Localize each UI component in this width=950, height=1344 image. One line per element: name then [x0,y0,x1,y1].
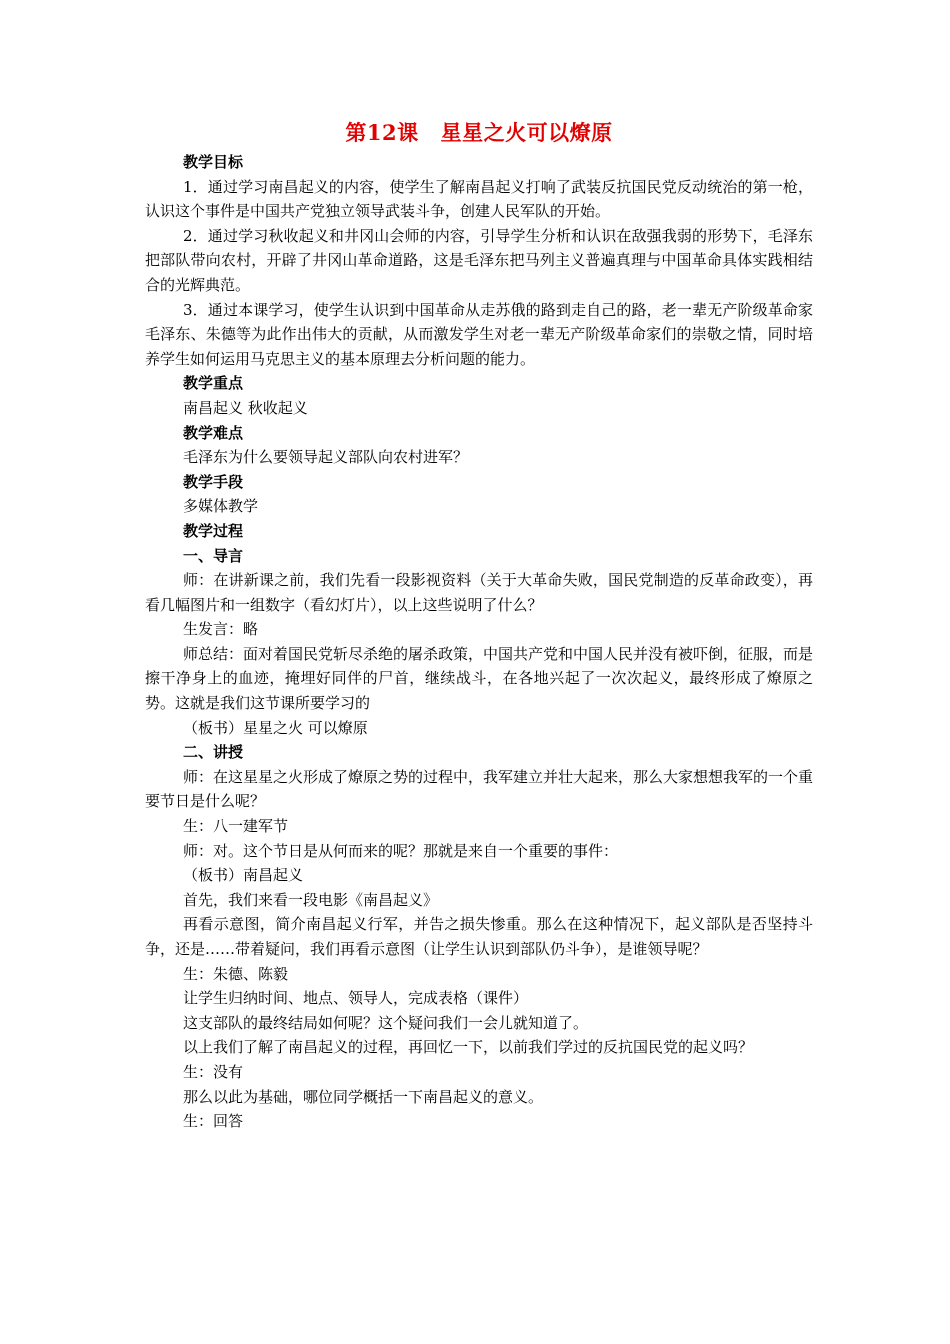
paragraph: 南昌起义 秋收起义 [183,398,308,417]
section-heading: 教学难点 [183,423,244,442]
paragraph: 再看示意图，简介南昌起义行军，并告之损失惨重。那么在这种情况下，起义部队是否坚持斗争，还是……带着疑问，我们再看示意图（让学生认识到部队仍斗争），是谁领导呢？ [145,915,813,958]
paragraph: 这支部队的最终结局如何呢？这个疑问我们一会儿就知道了。 [183,1013,589,1032]
paragraph: 2．通过学习秋收起义和井冈山会师的内容，引导学生分析和认识在敌强我弱的形势下，毛泽东把部队带向农村，开辟了井冈山革命道路，这是毛泽东把马列主义普遍真理与中国革命具体实践相结合的光辉典范。 [145,226,813,294]
paragraph: 生：八一建军节 [183,817,289,836]
paragraph: 生：没有 [183,1062,244,1081]
paragraph: 毛泽东为什么要领导起义部队向农村进军？ [183,448,469,467]
paragraph: 师：对。这个节日是从何而来的呢？那就是来自一个重要的事件： [183,841,619,860]
lesson-body [145,150,813,1134]
paragraph: 师：在这星星之火形成了燎原之势的过程中，我军建立并壮大起来，那么大家想想我军的一个重要节日是什么呢？ [145,767,814,811]
paragraph: 首先，我们来看一段电影《南昌起义》 [183,890,439,909]
paragraph: 3．通过本课学习，使学生认识到中国革命从走苏俄的路到走自己的路，老一辈无产阶级革命家毛泽东、朱德等为此作出伟大的贡献，从而激发学生对老一辈无产阶级革命家们的崇敬之情，同时培养学生如何运用马克思主义的基本原理去分析问题的能力。 [145,300,813,368]
paragraph: 师：在讲新课之前，我们先看一段影视资料（关于大革命失败，国民党制造的反革命政变），再看几幅图片和一组数字（看幻灯片），以上这些说明了什么？ [145,571,813,614]
paragraph: 1．通过学习南昌起义的内容，使学生了解南昌起义打响了武装反抗国民党反动统治的第一枪，认识这个事件是中国共产党独立领导武装斗争，创建人民军队的开始。 [145,177,813,221]
paragraph: （板书）南昌起义 [183,866,304,885]
paragraph: 生：回答 [183,1112,244,1131]
paragraph: 多媒体教学 [183,497,259,516]
paragraph: 生发言：略 [183,620,259,639]
paragraph: 师总结：面对着国民党斩尽杀绝的屠杀政策，中国共产党和中国人民并没有被吓倒，征服，而是擦干净身上的血迹，掩埋好同伴的尸首，继续战斗，在各地兴起了一次次起义，最终形成了燎原之势。这就是我们这节课所要学习的 [145,644,814,713]
lesson-title [145,118,813,148]
section-heading: 教学手段 [183,472,244,491]
section-heading: 教学过程 [183,521,244,540]
section-heading: 二、讲授 [183,743,244,762]
section-heading: 教学重点 [183,374,244,393]
section-heading: 一、导言 [183,546,244,565]
section-heading: 教学目标 [183,153,244,171]
lesson-number: 第12课 [345,120,419,145]
paragraph: 让学生归纳时间、地点、领导人，完成表格（课件） [183,989,529,1008]
paragraph: 生：朱德、陈毅 [183,964,289,983]
lesson-name: 星星之火可以燎原 [440,120,613,145]
paragraph: 以上我们了解了南昌起义的过程，再回忆一下，以前我们学过的反抗国民党的起义吗？ [183,1038,754,1057]
paragraph: （板书）星星之火 可以燎原 [183,718,368,737]
paragraph: 那么以此为基础，哪位同学概括一下南昌起义的意义。 [183,1087,544,1106]
document-page [145,118,813,1134]
